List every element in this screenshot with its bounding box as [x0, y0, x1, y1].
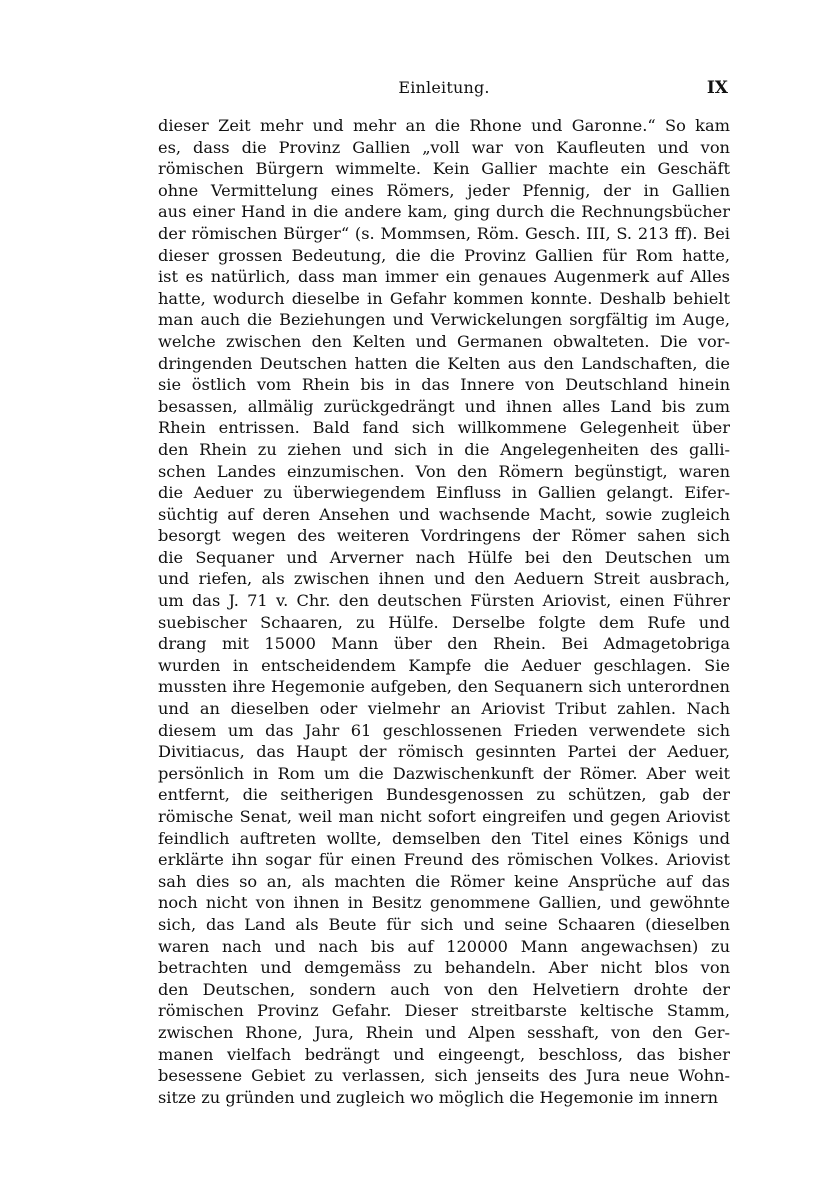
text-line: süchtig auf deren Ansehen und wachsende Macht, sowie zugleich [158, 504, 730, 524]
text-line: besassen, allmälig zurückgedrängt und ihnen alles Land bis zum [158, 396, 730, 416]
text-line: man auch die Beziehungen und Verwickelungen sorgfältig im Auge, [158, 310, 730, 330]
text-line: dieser Zeit mehr und mehr an die Rhone und Garonne.“ So kam [158, 116, 730, 135]
text-line: und riefen, als zwischen ihnen und den Aeduern Streit ausbrach, [158, 569, 730, 589]
text-line: den Deutschen, sondern auch von den Helvetiern drohte der [158, 979, 730, 999]
text-line: Rhein entrissen. Bald fand sich willkommene Gelegenheit über [158, 418, 730, 438]
text-line: welche zwischen den Kelten und Germanen obwalteten. Die vor- [158, 331, 730, 351]
text-line: Divitiacus, das Haupt der römisch gesinnten Partei der Aeduer, [158, 742, 730, 762]
text-line: römische Senat, weil man nicht sofort eingreifen und gegen Ariovist [158, 807, 730, 826]
text-line: sah dies so an, als machten die Römer keine Ansprüche auf das [158, 871, 730, 891]
text-line: hatte, wodurch dieselbe in Gefahr kommen konnte. Deshalb behielt [158, 288, 730, 308]
text-line: ist es natürlich, dass man immer ein genaues Augenmerk auf Alles [158, 267, 730, 287]
page-number: IX [706, 78, 728, 98]
text-line: dieser grossen Bedeutung, die die Provinz Gallien für Rom hatte, [158, 245, 730, 265]
text-line: diesem um das Jahr 61 geschlossenen Frieden verwendete sich [158, 720, 730, 740]
text-line: noch nicht von ihnen in Besitz genommene Gallien, und gewöhnte [158, 893, 730, 913]
text-line: es, dass die Provinz Gallien „voll war von Kaufleuten und von [158, 137, 730, 157]
text-line: die Sequaner und Arverner nach Hülfe bei den Deutschen um [158, 547, 730, 567]
text-line: dringenden Deutschen hatten die Kelten aus den Landschaften, die [158, 353, 730, 373]
text-line: ohne Vermittelung eines Römers, jeder Pfennig, der in Gallien [158, 180, 730, 200]
body-text [158, 115, 730, 1108]
text-line: sie östlich vom Rhein bis in das Innere von Deutschland hinein [158, 375, 730, 395]
text-line: entfernt, die seitherigen Bundesgenossen zu schützen, gab der [158, 785, 730, 805]
text-line: besorgt wegen des weiteren Vordringens der Römer sahen sich [158, 526, 730, 546]
text-line: wurden in entscheidendem Kampfe die Aeduer geschlagen. Sie [158, 655, 730, 675]
text-line: und an dieselben oder vielmehr an Ariovist Tribut zahlen. Nach [158, 699, 730, 719]
text-line: aus einer Hand in die andere kam, ging durch die Rechnungsbücher [158, 202, 730, 222]
text-line: drang mit 15000 Mann über den Rhein. Bei Admagetobriga [158, 634, 730, 654]
running-header [158, 74, 730, 102]
chapter-title: Einleitung. [398, 78, 490, 97]
text-line: römischen Bürgern wimmelte. Kein Gallier machte ein Geschäft [158, 159, 730, 179]
text-line: sich, das Land als Beute für sich und seine Schaaren (dieselben [158, 914, 730, 934]
text-line: erklärte ihn sogar für einen Freund des römischen Volkes. Ariovist [158, 850, 730, 870]
text-line: sitze zu gründen und zugleich wo möglich die Hegemonie im innern [158, 1087, 719, 1107]
text-line: schen Landes einzumischen. Von den Römern begünstigt, waren [158, 461, 730, 481]
text-line: suebischer Schaaren, zu Hülfe. Derselbe folgte dem Rufe und [158, 612, 730, 632]
text-line: die Aeduer zu überwiegendem Einfluss in Gallien gelangt. Eifer- [158, 483, 730, 503]
text-line: manen vielfach bedrängt und eingeengt, beschloss, das bisher [158, 1044, 730, 1064]
text-line: waren nach und nach bis auf 120000 Mann angewachsen) zu [158, 936, 730, 956]
text-line: feindlich auftreten wollte, demselben den Titel eines Königs und [158, 828, 730, 848]
text-line: besessene Gebiet zu verlassen, sich jenseits des Jura neue Wohn- [158, 1066, 730, 1086]
text-line: persönlich in Rom um die Dazwischenkunft der Römer. Aber weit [158, 763, 730, 783]
text-line: den Rhein zu ziehen und sich in die Angelegenheiten des galli- [158, 439, 730, 459]
text-line: römischen Provinz Gefahr. Dieser streitbarste keltische Stamm, [158, 1001, 730, 1021]
text-line: der römischen Bürger“ (s. Mommsen, Röm. Gesch. III, S. 213 ff). Bei [158, 223, 730, 243]
text-line: um das J. 71 v. Chr. den deutschen Fürsten Ariovist, einen Führer [158, 591, 730, 611]
text-line: mussten ihre Hegemonie aufgeben, den Sequanern sich unterordnen [158, 677, 730, 697]
text-line: zwischen Rhone, Jura, Rhein und Alpen sesshaft, von den Ger- [158, 1022, 730, 1042]
text-line: betrachten und demgemäss zu behandeln. Aber nicht blos von [158, 958, 730, 978]
